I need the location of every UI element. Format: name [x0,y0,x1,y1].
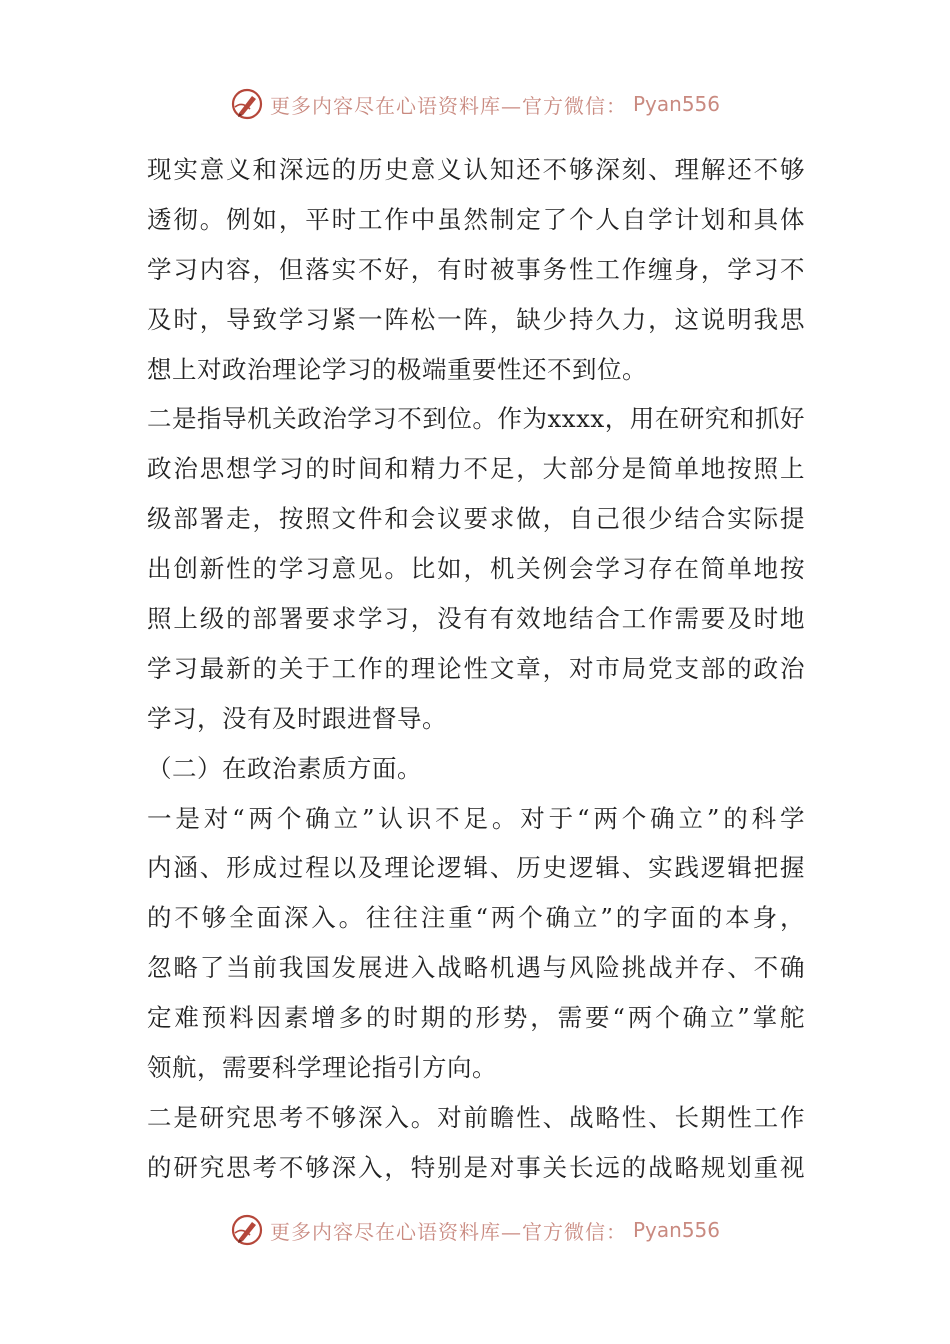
document-body [147,145,805,1193]
body-line: 透彻。例如，平时工作中虽然制定了个人自学计划和具体 [147,204,805,234]
body-line: 内涵、形成过程以及理论逻辑、历史逻辑、实践逻辑把握 [147,853,805,883]
body-line: 现实意义和深远的历史意义认知还不够深刻、理解还不够 [147,155,805,184]
body-line: 忽略了当前我国发展进入战略机遇与风险挑战并存、不确 [147,953,805,983]
body-line: 出创新性的学习意见。比如，机关例会学习存在简单地按 [147,554,805,584]
body-line: 的研究思考不够深入，特别是对事关长远的战略规划重视 [147,1152,805,1182]
body-line: 二是研究思考不够深入。对前瞻性、战略性、长期性工作 [147,1102,805,1132]
body-line: 学习内容，但落实不好，有时被事务性工作缠身，学习不 [147,254,805,284]
body-line: 照上级的部署要求学习，没有有效地结合工作需要及时地 [147,604,805,634]
body-line: 政治思想学习的时间和精力不足，大部分是简单地按照上 [147,454,805,484]
header-watermark-text: 更多内容尽在心语资料库—官方微信： [269,93,627,118]
header-wechat-id: Pyan556 [632,92,720,116]
footer-watermark-text: 更多内容尽在心语资料库—官方微信： [269,1219,627,1244]
body-line: 的不够全面深入。往往注重“两个确立”的字面的本身， [147,903,805,933]
footer-wechat-id: Pyan556 [632,1218,720,1242]
body-line: 级部署走，按照文件和会议要求做，自己很少结合实际提 [147,504,805,534]
body-line: 及时，导致学习紧一阵松一阵，缺少持久力，这说明我思 [147,304,805,334]
body-line: 学习，没有及时跟进督导。 [147,703,447,733]
body-line: 想上对政治理论学习的极端重要性还不到位。 [147,354,647,384]
footer-watermark [0,1210,950,1250]
section-heading: （二）在政治素质方面。 [147,753,422,783]
body-line: 二是指导机关政治学习不到位。作为xxxx，用在研究和抓好 [147,404,805,434]
body-line: 定难预料因素增多的时期的形势，需要“两个确立”掌舵 [147,1003,805,1033]
pen-circle-logo-icon [230,87,264,121]
body-line: 学习最新的关于工作的理论性文章，对市局党支部的政治 [147,653,805,683]
body-line: 领航，需要科学理论指引方向。 [147,1053,497,1083]
pen-circle-logo-icon [230,1213,264,1247]
body-line: 一是对“两个确立”认识不足。对于“两个确立”的科学 [147,803,805,833]
header-watermark [0,84,950,124]
